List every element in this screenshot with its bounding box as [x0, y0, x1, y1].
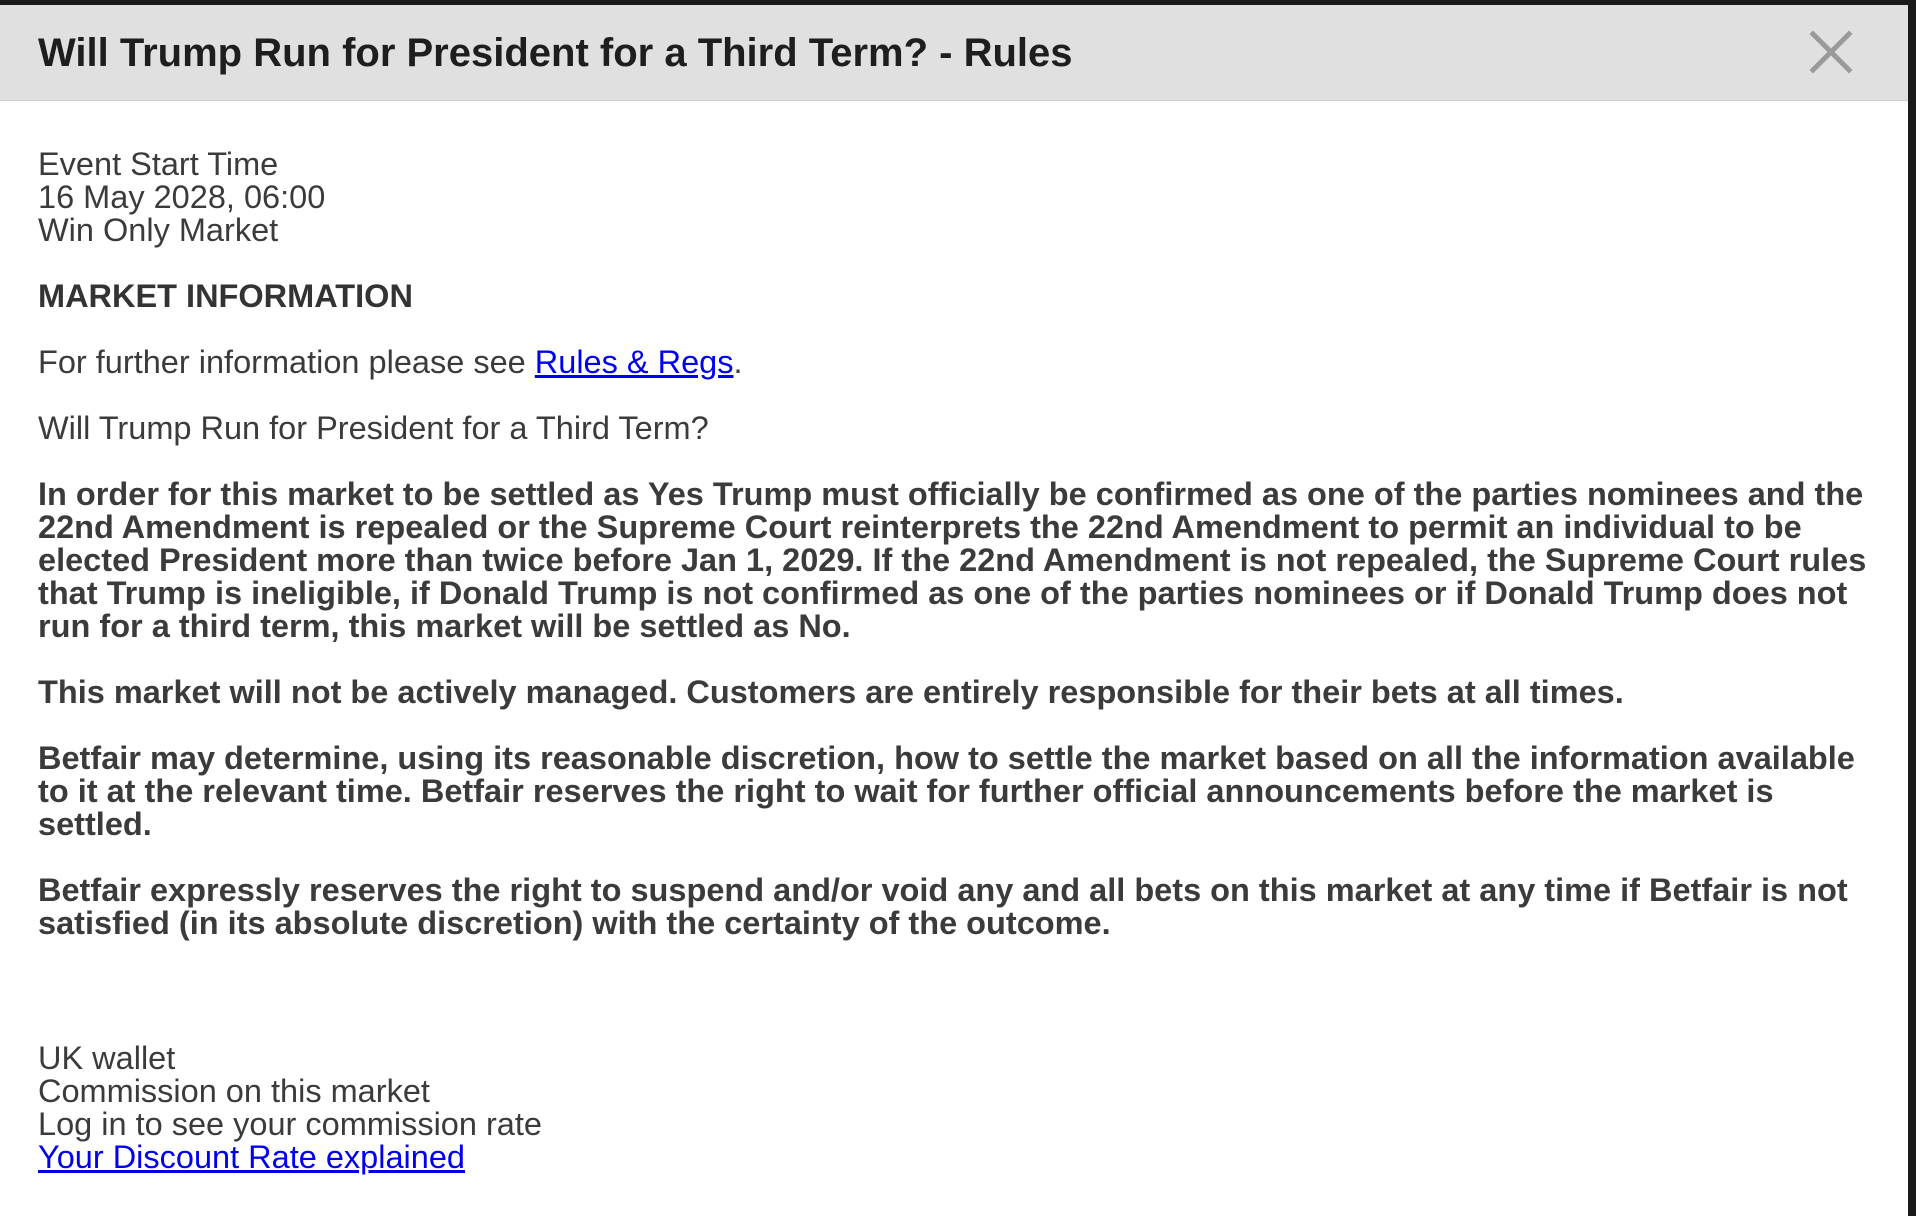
- rules-regs-link[interactable]: Rules & Regs: [534, 344, 734, 380]
- further-info-line: [38, 346, 1868, 379]
- market-question: Will Trump Run for President for a Third Term?: [38, 410, 709, 446]
- rule-paragraph: Betfair expressly reserves the right to suspend and/or void any and all bets on this market at any time if Betfair is not satisfied (in its absolute discretion) with the certainty of the outcome.: [38, 872, 1848, 941]
- dialog-title: Will Trump Run for President for a Third Term? - Rules: [38, 31, 1073, 75]
- wallet-info: [38, 1042, 542, 1174]
- event-start-value: 16 May 2028, 06:00: [38, 179, 326, 215]
- rules-dialog: [0, 5, 1908, 1216]
- event-start-label: Event Start Time: [38, 146, 279, 182]
- rule-paragraph: Betfair may determine, using its reasonable discretion, how to settle the market based on all the information available to it at the relevant time. Betfair reserves the right to wait for further official announcements before the market is settled.: [38, 740, 1855, 842]
- market-info-heading: MARKET INFORMATION: [38, 278, 413, 314]
- further-info-suffix: .: [733, 344, 743, 380]
- rule-paragraph: This market will not be actively managed. Customers are entirely responsible for their bets at all times.: [38, 674, 1624, 710]
- commission-label: Commission on this market: [38, 1073, 430, 1109]
- rules-content: [38, 148, 1868, 940]
- wallet-name: UK wallet: [38, 1040, 176, 1076]
- close-icon: [1808, 29, 1854, 75]
- market-type: Win Only Market: [38, 212, 279, 248]
- discount-rate-link[interactable]: Your Discount Rate explained: [38, 1139, 465, 1175]
- further-info-prefix: For further information please see: [38, 344, 535, 380]
- dialog-header: [0, 5, 1908, 101]
- rule-paragraph: In order for this market to be settled as Yes Trump must officially be confirmed as one of the parties nominees and the 22nd Amendment is repealed or the Supreme Court reinterprets the 22nd Amendment to permit an individual to be elected President more than twice before Jan 1, 2029. If the 22nd Amendment is not repealed, the Supreme Court rules that Trump is ineligible, if Donald Trump is not confirmed as one of the parties nominees or if Donald Trump does not run for a third term, this market will be settled as No.: [38, 476, 1867, 644]
- commission-note: Log in to see your commission rate: [38, 1106, 542, 1142]
- close-button[interactable]: [1808, 29, 1854, 75]
